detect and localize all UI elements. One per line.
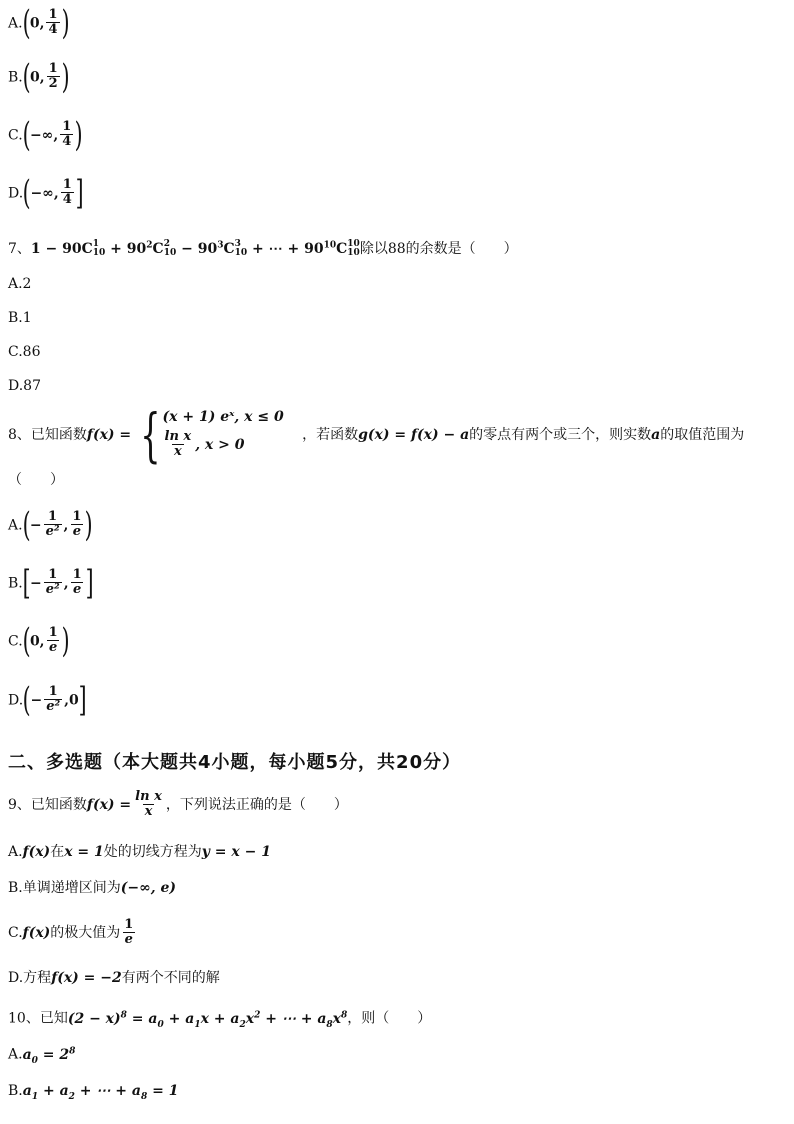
section-heading: 二、多选题（本大题共4小题，每小题5分，共20分） xyxy=(8,752,462,773)
q9-option-b: B.单调递增区间为(−∞, e) xyxy=(8,880,177,896)
q6-option-a: A.(0, $\frac{1}{4}$ ) xyxy=(8,3,70,43)
q6-option-b: B.(0, $\frac{1}{2}$ ) xyxy=(8,57,70,97)
q7-option-b: B.1 xyxy=(8,310,32,326)
q8-option-d: D.(− $\frac{1}{\text{e²}}$ ,0] xyxy=(8,680,87,720)
q8-option-a: A.(− $\frac{1}{\text{e²}}$ , $\frac{1}{e}$ ) xyxy=(8,505,94,545)
q9-option-c: C.f(x)的极大值为 $\frac{1}{e}$ xyxy=(8,917,134,948)
q8-paren: （ ） xyxy=(8,472,64,488)
q7-option-c: C.86 xyxy=(8,344,41,360)
q7-option-a: A.2 xyxy=(8,276,32,292)
q10-expression: $(2 - x)^8 = a_0 + a_1x + a_2x^2$ + ⋯ + $a_8x^8$ xyxy=(67,1010,348,1030)
q8-stem: 8、已知函数f(x) = { (x + 1) eˣ, x ≤ 0 $\frac{\text{ln x}}{x}$ , x > 0 ，若函数g(x) = f(x) − a的零点有两个或三个，则实数a的取值范围为 xyxy=(8,400,745,469)
q10-option-a: $A.a_0 = 2^8$ xyxy=(8,1046,76,1066)
q6-option-c: C.(−∞, $\frac{1}{4}$ ) xyxy=(8,115,83,155)
q7-option-d: D.87 xyxy=(8,378,41,394)
q9-stem: 9、已知函数f(x) = $\frac{\text{ln x}}{x}$ ，下列说法正确的是（ ） xyxy=(8,789,348,820)
q8-option-c: C.(0, $\frac{1}{e}$ ) xyxy=(8,621,70,661)
q6-option-d: D.(−∞, $\frac{1}{4}$ ] xyxy=(8,173,84,213)
q7-expression: 1 − 90C 1 10 + $90^2C$ 2 10 − $90^3C$ 3 10 + ⋯ + $90^{10}C$ 10 10 xyxy=(30,239,360,258)
q8-option-b: B.[− $\frac{1}{\text{e²}}$ , $\frac{1}{e}$ ] xyxy=(8,563,94,603)
q8-piecewise: { (x + 1) eˣ, x ≤ 0 $\frac{\text{ln x}}{x}$ , x > 0 xyxy=(139,400,284,469)
q10-option-b: $B.a_1 + a_2$ + ⋯ + $a_8 = 1$ xyxy=(8,1083,179,1102)
q10-stem: 10、已知$(2 - x)^8 = a_0 + a_1x + a_2x^2$ + ⋯ + $a_8x^8$，则（ ） xyxy=(8,1010,432,1030)
q9-option-d: D.方程f(x) = −2有两个不同的解 xyxy=(8,970,220,986)
q9-option-a: A.f(x)在x = 1处的切线方程为y = x − 1 xyxy=(8,844,271,860)
q7-stem: 7、1 − 90C 1 10 + $90^2C$ 2 10 − $90^3C$ 3 10 + ⋯ + $90^{10}C$ 10 10 除以88的余数是（ ） xyxy=(8,239,518,258)
